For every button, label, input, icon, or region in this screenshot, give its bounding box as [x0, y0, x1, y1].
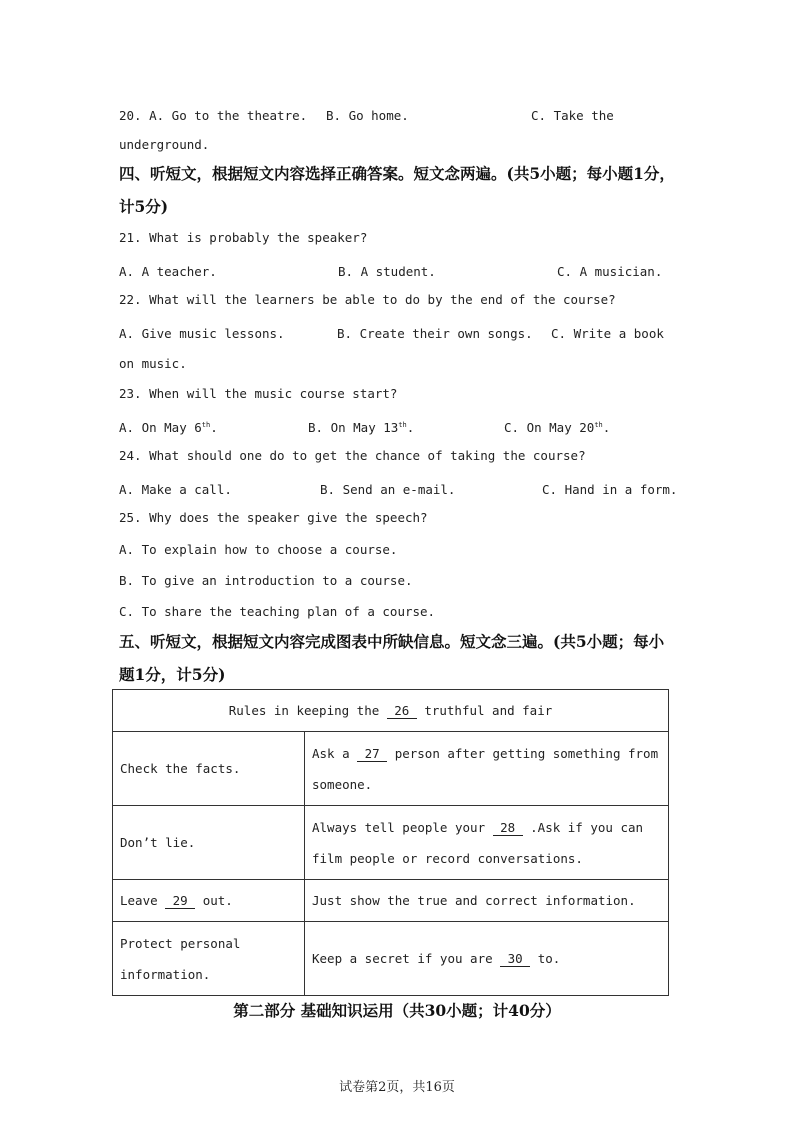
table-cell-rule: Don’t lie. [113, 806, 305, 880]
table-cell-rule: Check the facts. [113, 732, 305, 806]
question-23-option-c: C. On May 20th. [504, 420, 611, 435]
question-20-option-b: B. Go home. [326, 108, 409, 123]
part-5-heading: 五、听短文，根据短文内容完成图表中所缺信息。短文念三遍。(共5小题；每小题1分，计5分) [119, 632, 665, 684]
table-title-row [113, 690, 669, 732]
question-21-stem: 21. What is probably the speaker? [119, 230, 368, 245]
question-21-option-c: C. A musician. [557, 264, 663, 279]
question-22-stem: 22. What will the learners be able to do by the end of the course? [119, 292, 616, 307]
table-row [113, 806, 669, 880]
blank-28[interactable]: 28 [493, 821, 523, 836]
question-20-option-a: 20. A. Go to the theatre. [119, 108, 308, 123]
question-25-option-b: B. To give an introduction to a course. [119, 573, 413, 588]
question-23-option-a: A. On May 6th. [119, 420, 218, 435]
blank-30[interactable]: 30 [500, 952, 530, 967]
blank-27[interactable]: 27 [357, 747, 387, 762]
table-cell-detail: Ask a 27 person after getting something from someone. [305, 732, 669, 806]
question-22-option-c: C. Write a book [551, 326, 664, 341]
blank-29[interactable]: 29 [165, 894, 195, 909]
question-25-option-a: A. To explain how to choose a course. [119, 542, 398, 557]
question-22-continuation: on music. [119, 356, 187, 371]
question-25-stem: 25. Why does the speaker give the speech? [119, 510, 428, 525]
table-row [113, 880, 669, 922]
table-cell-detail: Just show the true and correct information. [305, 880, 669, 922]
table-cell-rule: Leave 29 out. [113, 880, 305, 922]
table-row [113, 922, 669, 996]
question-24-stem: 24. What should one do to get the chance of taking the course? [119, 448, 586, 463]
question-20 [119, 108, 307, 124]
question-24-option-c: C. Hand in a form. [542, 482, 678, 497]
question-21-option-a: A. A teacher. [119, 264, 217, 279]
question-21-option-b: B. A student. [338, 264, 436, 279]
page-footer: 试卷第2页，共16页 [339, 1080, 455, 1095]
question-25-option-c: C. To share the teaching plan of a course. [119, 604, 436, 619]
table-cell-rule: Protect personal information. [113, 922, 305, 996]
part-2-heading: 第二部分 基础知识运用（共30小题；计40分） [233, 1001, 561, 1020]
blank-26[interactable]: 26 [387, 704, 417, 719]
question-20-continuation: underground. [119, 137, 210, 152]
question-22-option-a: A. Give music lessons. [119, 326, 285, 341]
question-24-option-a: A. Make a call. [119, 482, 232, 497]
question-20-option-c: C. Take the [531, 108, 614, 123]
table-cell-detail: Keep a secret if you are 30 to. [305, 922, 669, 996]
part-4-heading: 四、听短文，根据短文内容选择正确答案。短文念两遍。(共5小题；每小题1分，计5分) [119, 164, 675, 216]
info-table [112, 689, 669, 996]
question-23-option-b: B. On May 13th. [308, 420, 415, 435]
table-row [113, 732, 669, 806]
table-cell-detail: Always tell people your 28 .Ask if you can film people or record conversations. [305, 806, 669, 880]
question-24-option-b: B. Send an e-mail. [320, 482, 456, 497]
question-22-option-b: B. Create their own songs. [337, 326, 533, 341]
table-title-cell: Rules in keeping the 26 truthful and fair [113, 690, 669, 732]
question-23-stem: 23. When will the music course start? [119, 386, 398, 401]
